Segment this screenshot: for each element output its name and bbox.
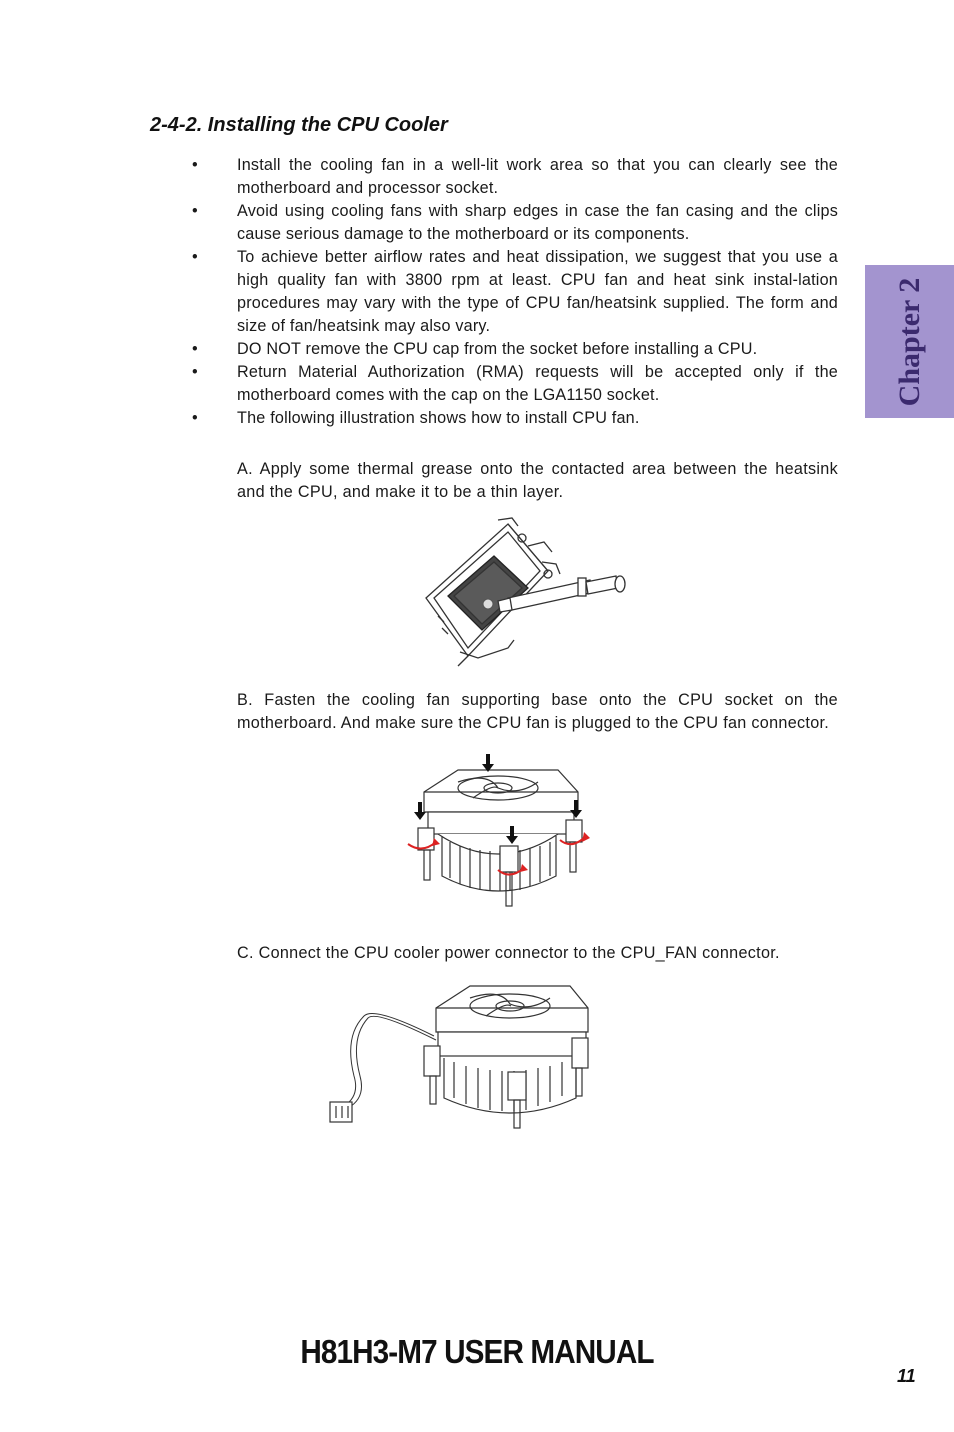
step-c-text: C. Connect the CPU cooler power connector to the CPU_FAN connector. — [237, 944, 780, 962]
bullet-icon: • — [192, 363, 198, 381]
bullet-icon: • — [192, 409, 198, 427]
bullet-icon: • — [192, 156, 198, 174]
chapter-tab-label: Chapter 2 — [892, 277, 926, 406]
list-item: • The following illustration shows how to install CPU fan. — [192, 407, 838, 430]
list-item: • Avoid using cooling fans with sharp edges in case the fan casing and the clips cause serious damage to the motherboard or its components. — [192, 202, 838, 243]
bullet-icon: • — [192, 340, 198, 358]
section-title: 2-4-2. Installing the CPU Cooler — [150, 114, 448, 136]
page-number: 11 — [897, 1366, 916, 1386]
bullet-icon: • — [192, 202, 198, 220]
fan-power-connector-illustration — [326, 976, 596, 1136]
step-a-text: A. Apply some thermal grease onto the contacted area between the heatsink and the CPU, and make it to be a thin layer. — [237, 460, 838, 501]
list-item: • Install the cooling fan in a well-lit work area so that you can clearly see the motherboard and processor socket. — [192, 156, 838, 197]
bullet-list — [192, 154, 838, 430]
chapter-tab — [865, 265, 954, 418]
thermal-grease-illustration — [398, 516, 648, 676]
list-item: • Return Material Authorization (RMA) requests will be accepted only if the motherboard comes with the cap on the LGA1150 socket. — [192, 363, 838, 404]
list-item: • To achieve better airflow rates and heat dissipation, we suggest that you use a high quality fan with 3800 rpm at least. CPU fan and heat sink instal-lation procedures may vary with the type of CPU fan/heatsink supplied. The form and size of fan/heatsink may also vary. — [192, 248, 838, 335]
manual-title: H81H3-M7 USER MANUAL — [300, 1333, 654, 1370]
step-b-text: B. Fasten the cooling fan supporting base onto the CPU socket on the motherboard. And make sure the CPU fan is plugged to the CPU fan connector. — [237, 691, 838, 732]
bullet-icon: • — [192, 248, 198, 266]
list-item: • DO NOT remove the CPU cap from the socket before installing a CPU. — [192, 338, 838, 361]
fan-fastening-illustration — [398, 752, 594, 912]
